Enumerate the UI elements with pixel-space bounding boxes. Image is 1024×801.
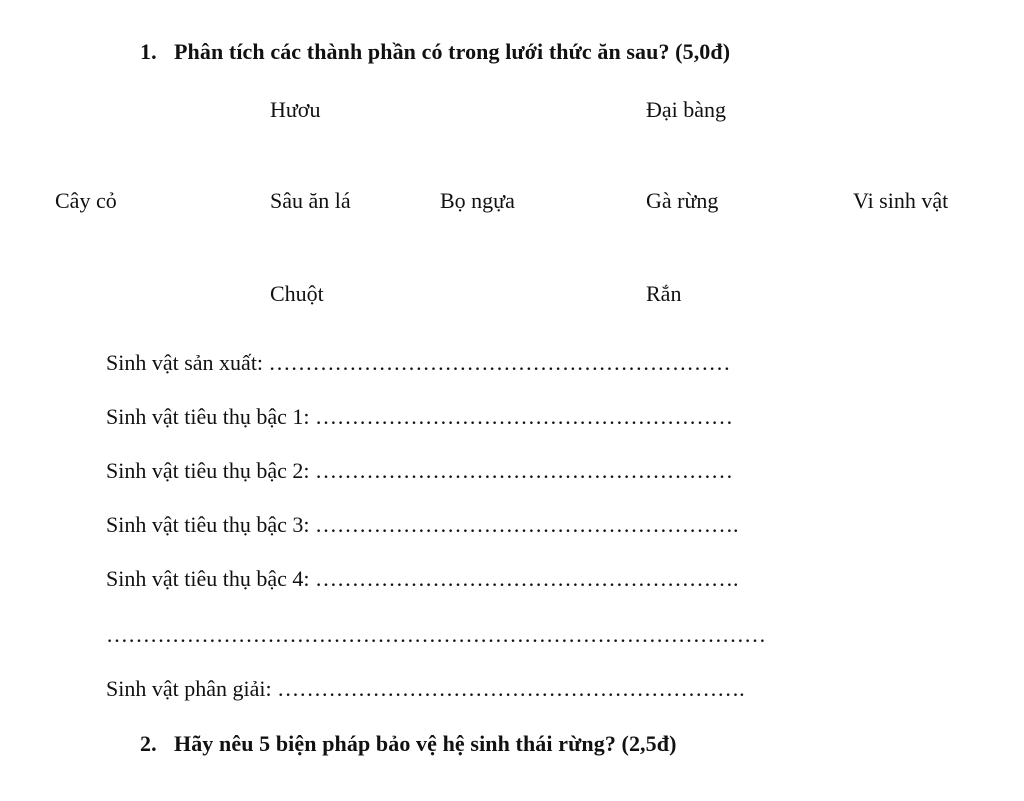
producer-answer-line: Sinh vật sản xuất: ……………………………………………………… [106,350,731,375]
organism-ran: Rắn [646,281,682,306]
organism-sau-an-la: Sâu ăn lá [270,188,351,213]
extra-answer-line: ……………………………………………………………………………… [106,622,766,647]
organism-vi-sinh-vat: Vi sinh vật [853,188,949,213]
decomposer-answer-line: Sinh vật phân giải: ………………………………………………………. [106,676,745,701]
organism-cay-co: Cây cỏ [55,188,117,213]
consumer-2-answer-line: Sinh vật tiêu thụ bậc 2: ………………………………………………… [106,458,733,483]
question-1-text: Phân tích các thành phần có trong lưới thức ăn sau? (5,0đ) [174,39,731,64]
consumer-1-answer-line: Sinh vật tiêu thụ bậc 1: ………………………………………………… [106,404,733,429]
organism-chuot: Chuột [270,281,324,306]
question-2-heading [140,731,677,757]
organism-dai-bang: Đại bàng [646,97,727,122]
organism-bo-ngua: Bọ ngựa [440,188,515,213]
consumer-4-answer-line: Sinh vật tiêu thụ bậc 4: …………………………………………………. [106,566,739,591]
question-2-text: Hãy nêu 5 biện pháp bảo vệ hệ sinh thái rừng? (2,5đ) [174,731,677,756]
organism-huou: Hươu [270,97,321,122]
question-1-heading [140,39,730,65]
organism-ga-rung: Gà rừng [646,188,719,213]
consumer-3-answer-line: Sinh vật tiêu thụ bậc 3: …………………………………………………. [106,512,739,537]
question-1-number: 1. [140,39,157,64]
question-2-number: 2. [140,731,157,756]
